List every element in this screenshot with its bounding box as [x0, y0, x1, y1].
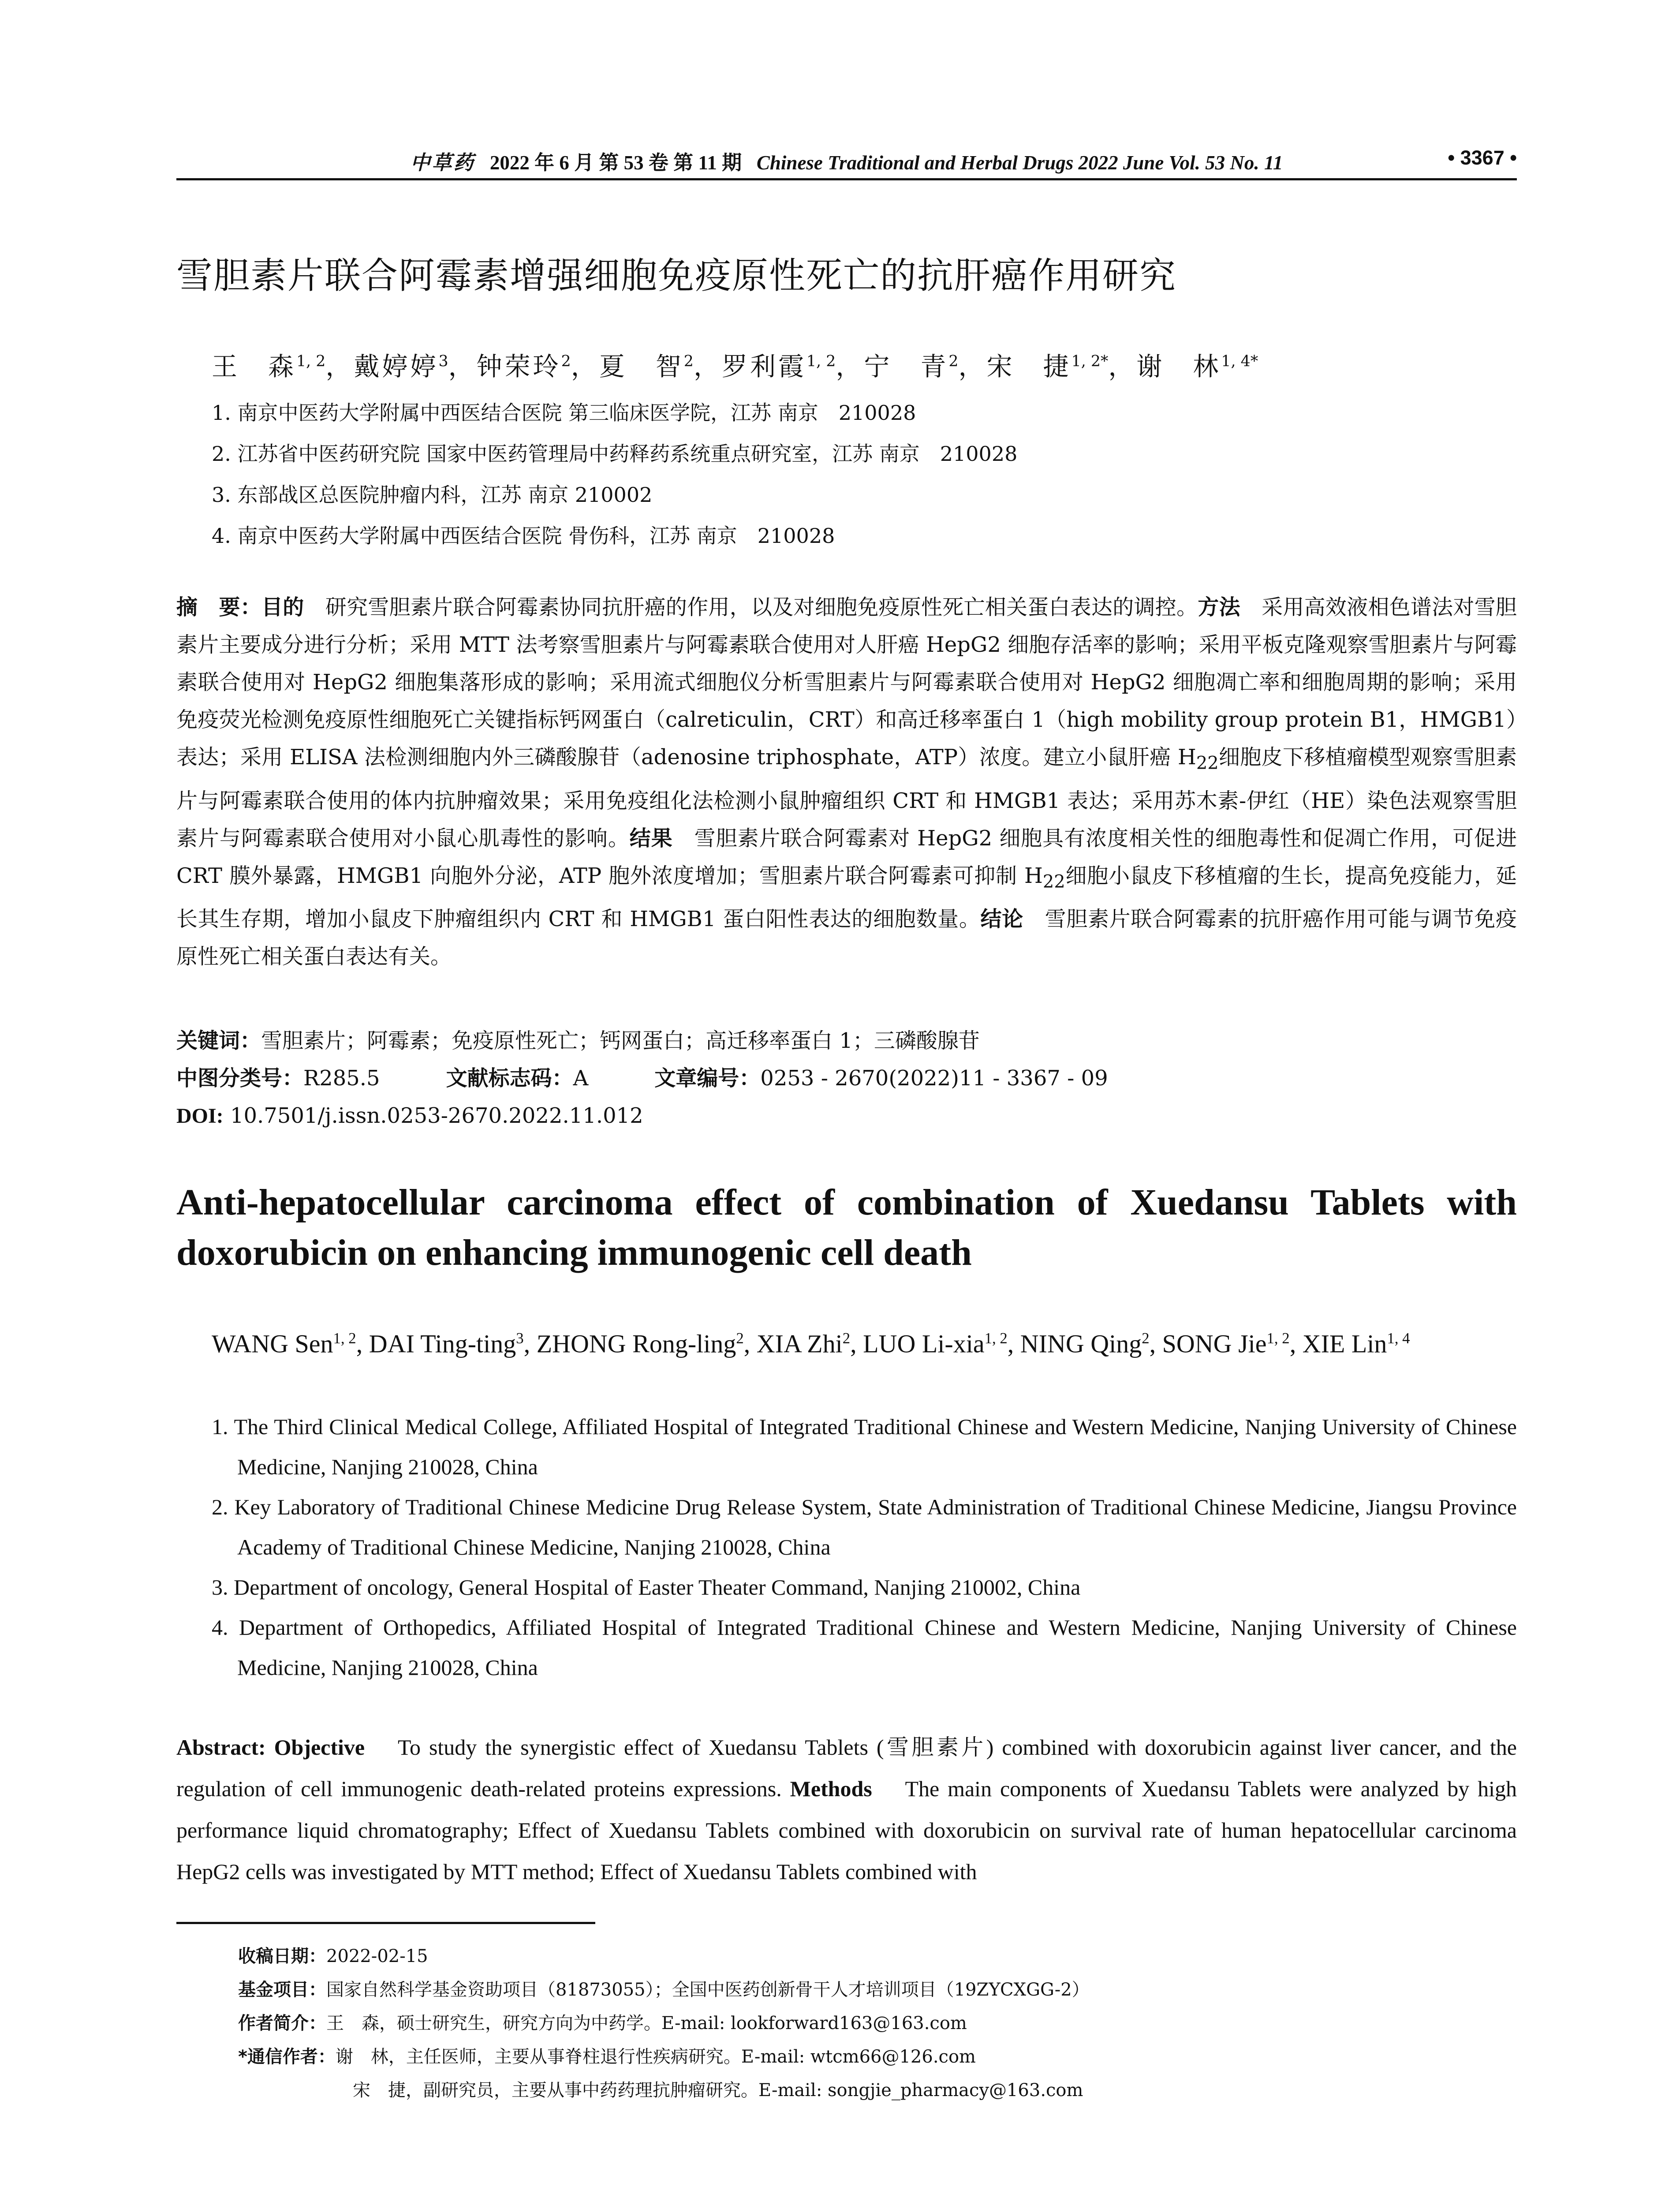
- author-affiliation-mark: 1, 2: [806, 352, 836, 370]
- affiliation-en: 4. Department of Orthopedics, Affiliated Hospital of Integrated Traditional Chinese and Western Medicine, Nanjing University of Chinese Medicine, Nanjing 210028, China: [212, 1615, 1517, 1680]
- affiliation-en: 2. Key Laboratory of Traditional Chinese Medicine Drug Release System, State Administration of Traditional Chinese Medicine, Jiangsu Province Academy of Traditional Chinese Medicine, Nanjing 210028, China: [212, 1495, 1517, 1559]
- funding: [238, 1973, 1517, 2007]
- corresponding-author-2: 宋 捷，副研究员，主要从事中药药理抗肿瘤研究。E-mail: songjie_pharmacy@163.com: [353, 2080, 1083, 2100]
- author-separator: ,: [743, 1329, 757, 1358]
- received-value: 2022-02-15: [326, 1946, 428, 1966]
- keywords-text: 雪胆素片；阿霉素；免疫原性死亡；钙网蛋白；高迁移率蛋白 1；三磷酸腺苷: [261, 1028, 980, 1053]
- affiliations-zh: [212, 392, 1517, 557]
- classification-line: [176, 1060, 1517, 1097]
- methods-label: 方法: [1198, 595, 1240, 620]
- author-separator: ,: [1007, 1329, 1020, 1358]
- affiliation-en: 1. The Third Clinical Medical College, Affiliated Hospital of Integrated Traditional Chinese and Western Medicine, Nanjing University of Chinese Medicine, Nanjing 210028, China: [212, 1414, 1517, 1479]
- abstract-en-label: Abstract: Objective: [176, 1735, 365, 1760]
- author-separator: ,: [523, 1329, 537, 1358]
- funding-label: 基金项目：: [238, 1980, 326, 2000]
- conclusion-text: 雪胆素片联合阿霉素的抗肝癌作用可能与调节免疫原性死亡相关蛋白表达有关。: [176, 907, 1517, 969]
- author-affiliation-mark: 1, 2: [296, 352, 326, 370]
- author-bio-value: 王 森，硕士研究生，研究方向为中药学。E-mail: lookforward163@163.com: [326, 2013, 967, 2033]
- author-name: DAI Ting-ting: [369, 1329, 516, 1358]
- author-affiliation-mark: 1, 2: [984, 1330, 1008, 1347]
- authors-zh: [212, 346, 1517, 383]
- subscript: 22: [1042, 871, 1065, 892]
- author-affiliation-mark: 2: [736, 1330, 744, 1347]
- doc-code-value: A: [573, 1066, 589, 1091]
- author-separator: ，: [448, 351, 477, 381]
- author-affiliation-mark: 2: [561, 352, 571, 370]
- author-separator: ,: [850, 1329, 863, 1358]
- affiliation-zh: 1. 南京中医药大学附属中西医结合医院 第三临床医学院，江苏 南京 210028: [212, 401, 916, 425]
- doi-value: 10.7501/j.issn.0253-2670.2022.11.012: [230, 1103, 643, 1128]
- author-name: NING Qing: [1020, 1329, 1142, 1358]
- author-separator: ,: [1289, 1329, 1303, 1358]
- journal-brand: 中草药: [410, 151, 475, 174]
- author-separator: ，: [1108, 351, 1137, 381]
- header-center: [176, 146, 1517, 175]
- author-bio: [238, 2007, 1517, 2040]
- conclusion-label: 结论: [980, 907, 1023, 932]
- author-separator: ，: [571, 351, 599, 381]
- author-affiliation-mark: 1, 4*: [1221, 352, 1258, 370]
- authors-en: [212, 1319, 1517, 1364]
- author-separator: ,: [1149, 1329, 1162, 1358]
- abstract-zh: [176, 589, 1517, 975]
- footnote-rule: [176, 1922, 595, 1924]
- author-affiliation-mark: 2: [948, 352, 959, 370]
- affiliation-zh: 3. 东部战区总医院肿瘤内科，江苏 南京 210002: [212, 483, 653, 507]
- results-label: 结果: [629, 826, 673, 851]
- keywords-line: [176, 1022, 1517, 1060]
- corresponding-author: [238, 2040, 1517, 2074]
- author-name: 王 森: [212, 351, 297, 381]
- author-name: 宁 青: [864, 351, 949, 381]
- doc-code-label: 文献标志码：: [446, 1066, 573, 1091]
- methods-en-text: The main components of Xuedansu Tablets were analyzed by high performance liquid chromatography; Effect of Xuedansu Tablets combined with doxorubicin on survival rate of human hepatocellular carcinoma HepG2 cells was investigated by MTT method; Effect of Xuedansu Tablets combined with: [176, 1776, 1517, 1884]
- methods-text: 细胞皮下移植瘤模型观察雪胆素片与阿霉素联合使用的体内抗肿瘤效果；采用免疫组化法检测小鼠肿瘤组织 CRT 和 HMGB1 表达；采用苏木素-伊红（HE）染色法观察雪胆素片与阿霉素联合使用对小鼠心肌毒性的影响。: [176, 745, 1517, 851]
- corresponding-label: *通信作者：: [238, 2047, 336, 2067]
- affiliations-en: [212, 1407, 1517, 1688]
- author-affiliation-mark: 1, 4: [1387, 1330, 1410, 1347]
- author-affiliation-mark: 3: [438, 352, 448, 370]
- author-affiliation-mark: 1, 2: [1266, 1330, 1290, 1347]
- clc-value: R285.5: [303, 1066, 380, 1091]
- author-name: 戴婷婷: [354, 351, 439, 381]
- received-date: [238, 1940, 1517, 1973]
- author-separator: ，: [836, 351, 864, 381]
- author-name: SONG Jie: [1162, 1329, 1267, 1358]
- author-affiliation-mark: 2: [1142, 1330, 1150, 1347]
- author-separator: ,: [356, 1329, 369, 1358]
- author-name: 谢 林: [1136, 351, 1221, 381]
- received-label: 收稿日期：: [238, 1946, 326, 1966]
- objective-en-text: To study the synergistic effect of Xuedansu Tablets (雪胆素片) combined with doxorubicin against liver cancer, and the regulation of cell immunogenic death-related proteins expressions.: [176, 1735, 1517, 1801]
- author-affiliation-mark: 2: [683, 352, 694, 370]
- title-zh: 雪胆素片联合阿霉素增强细胞免疫原性死亡的抗肝癌作用研究: [176, 255, 1177, 297]
- abstract-label: 摘 要：: [176, 595, 262, 620]
- issue-zh: 2022 年 6 月 第 53 卷 第 11 期: [489, 152, 742, 174]
- article-id-value: 0253 - 2670(2022)11 - 3367 - 09: [760, 1066, 1108, 1091]
- author-separator: ，: [693, 351, 722, 381]
- abstract-en: [176, 1727, 1517, 1892]
- article-metadata-zh: [176, 1022, 1517, 1135]
- affiliation-en: 3. Department of oncology, General Hospital of Easter Theater Command, Nanjing 210002, China: [212, 1575, 1081, 1600]
- keywords-label: 关键词：: [176, 1028, 261, 1053]
- affiliation-zh: 4. 南京中医药大学附属中西医结合医院 骨伤科，江苏 南京 210028: [212, 524, 835, 548]
- article-id-label: 文章编号：: [654, 1066, 761, 1091]
- author-name: XIE Lin: [1302, 1329, 1387, 1358]
- author-name: 宋 捷: [986, 351, 1071, 381]
- author-name: 罗利霞: [721, 351, 806, 381]
- doi-line: [176, 1097, 1517, 1135]
- clc-label: 中图分类号：: [176, 1066, 304, 1091]
- author-name: LUO Li-xia: [863, 1329, 985, 1358]
- corresponding-value: 谢 林，主任医师，主要从事脊柱退行性疾病研究。E-mail: wtcm66@126.com: [335, 2047, 976, 2067]
- author-separator: ，: [325, 351, 354, 381]
- author-name: WANG Sen: [212, 1329, 333, 1358]
- author-affiliation-mark: 3: [516, 1330, 524, 1347]
- affiliation-zh: 2. 江苏省中医药研究院 国家中医药管理局中药释药系统重点研究室，江苏 南京 210028: [212, 442, 1018, 466]
- author-separator: ，: [958, 351, 987, 381]
- objective-label: 目的: [261, 595, 304, 620]
- funding-value: 国家自然科学基金资助项目（81873055）；全国中医药创新骨干人才培训项目（19ZYCXGG-2）: [326, 1980, 1090, 2000]
- author-affiliation-mark: 1, 2*: [1071, 352, 1109, 370]
- methods-en-label: Methods: [790, 1776, 872, 1801]
- methods-text: 采用高效液相色谱法对雪胆素片主要成分进行分析；采用 MTT 法考察雪胆素片与阿霉素联合使用对人肝癌 HepG2 细胞存活率的影响；采用平板克隆观察雪胆素片与阿霉素联合使用对 HepG2 细胞集落形成的影响；采用流式细胞仪分析雪胆素片与阿霉素联合使用对 HepG2 细胞凋亡率和细胞周期的影响；采用免疫荧光检测免疫原性细胞死亡关键指标钙网蛋白（calreticulin，CRT）和高迁移率蛋白 1（high mobility group protein B1，HMGB1）表达；采用 ELISA 法检测细胞内外三磷酸腺苷（adenosine triphosphate，ATP）浓度。建立小鼠肝癌 H: [176, 595, 1517, 770]
- author-name: 钟荣玲: [476, 351, 561, 381]
- objective-text: 研究雪胆素片联合阿霉素协同抗肝癌的作用，以及对细胞免疫原性死亡相关蛋白表达的调控。: [325, 595, 1198, 620]
- results-text: 雪胆素片联合阿霉素对 HepG2 细胞具有浓度相关性的细胞毒性和促凋亡作用，可促进 CRT 膜外暴露，HMGB1 向胞外分泌，ATP 胞外浓度增加；雪胆素片联合阿霉素可抑制 H: [176, 826, 1517, 888]
- footnotes: [238, 1940, 1517, 2107]
- author-bio-label: 作者简介：: [238, 2013, 326, 2033]
- author-name: 夏 智: [599, 351, 684, 381]
- title-en: Anti-hepatocellular carcinoma effect of combination of Xuedansu Tablets with doxorubicin on enhancing immunogenic cell death: [176, 1182, 1517, 1273]
- issue-en: Chinese Traditional and Herbal Drugs 2022 June Vol. 53 No. 11: [756, 152, 1283, 174]
- page-number: • 3367 •: [1448, 146, 1517, 169]
- author-name: XIA Zhi: [756, 1329, 843, 1358]
- author-affiliation-mark: 2: [842, 1330, 851, 1347]
- running-header: [176, 140, 1517, 180]
- results-text: 细胞小鼠皮下移植瘤的生长，提高免疫能力，延长其生存期，增加小鼠皮下肿瘤组织内 CRT 和 HMGB1 蛋白阳性表达的细胞数量。: [176, 863, 1517, 932]
- author-affiliation-mark: 1, 2: [333, 1330, 356, 1347]
- author-name: ZHONG Rong-ling: [536, 1329, 736, 1358]
- doi-label: DOI:: [176, 1104, 224, 1128]
- subscript: 22: [1196, 753, 1219, 774]
